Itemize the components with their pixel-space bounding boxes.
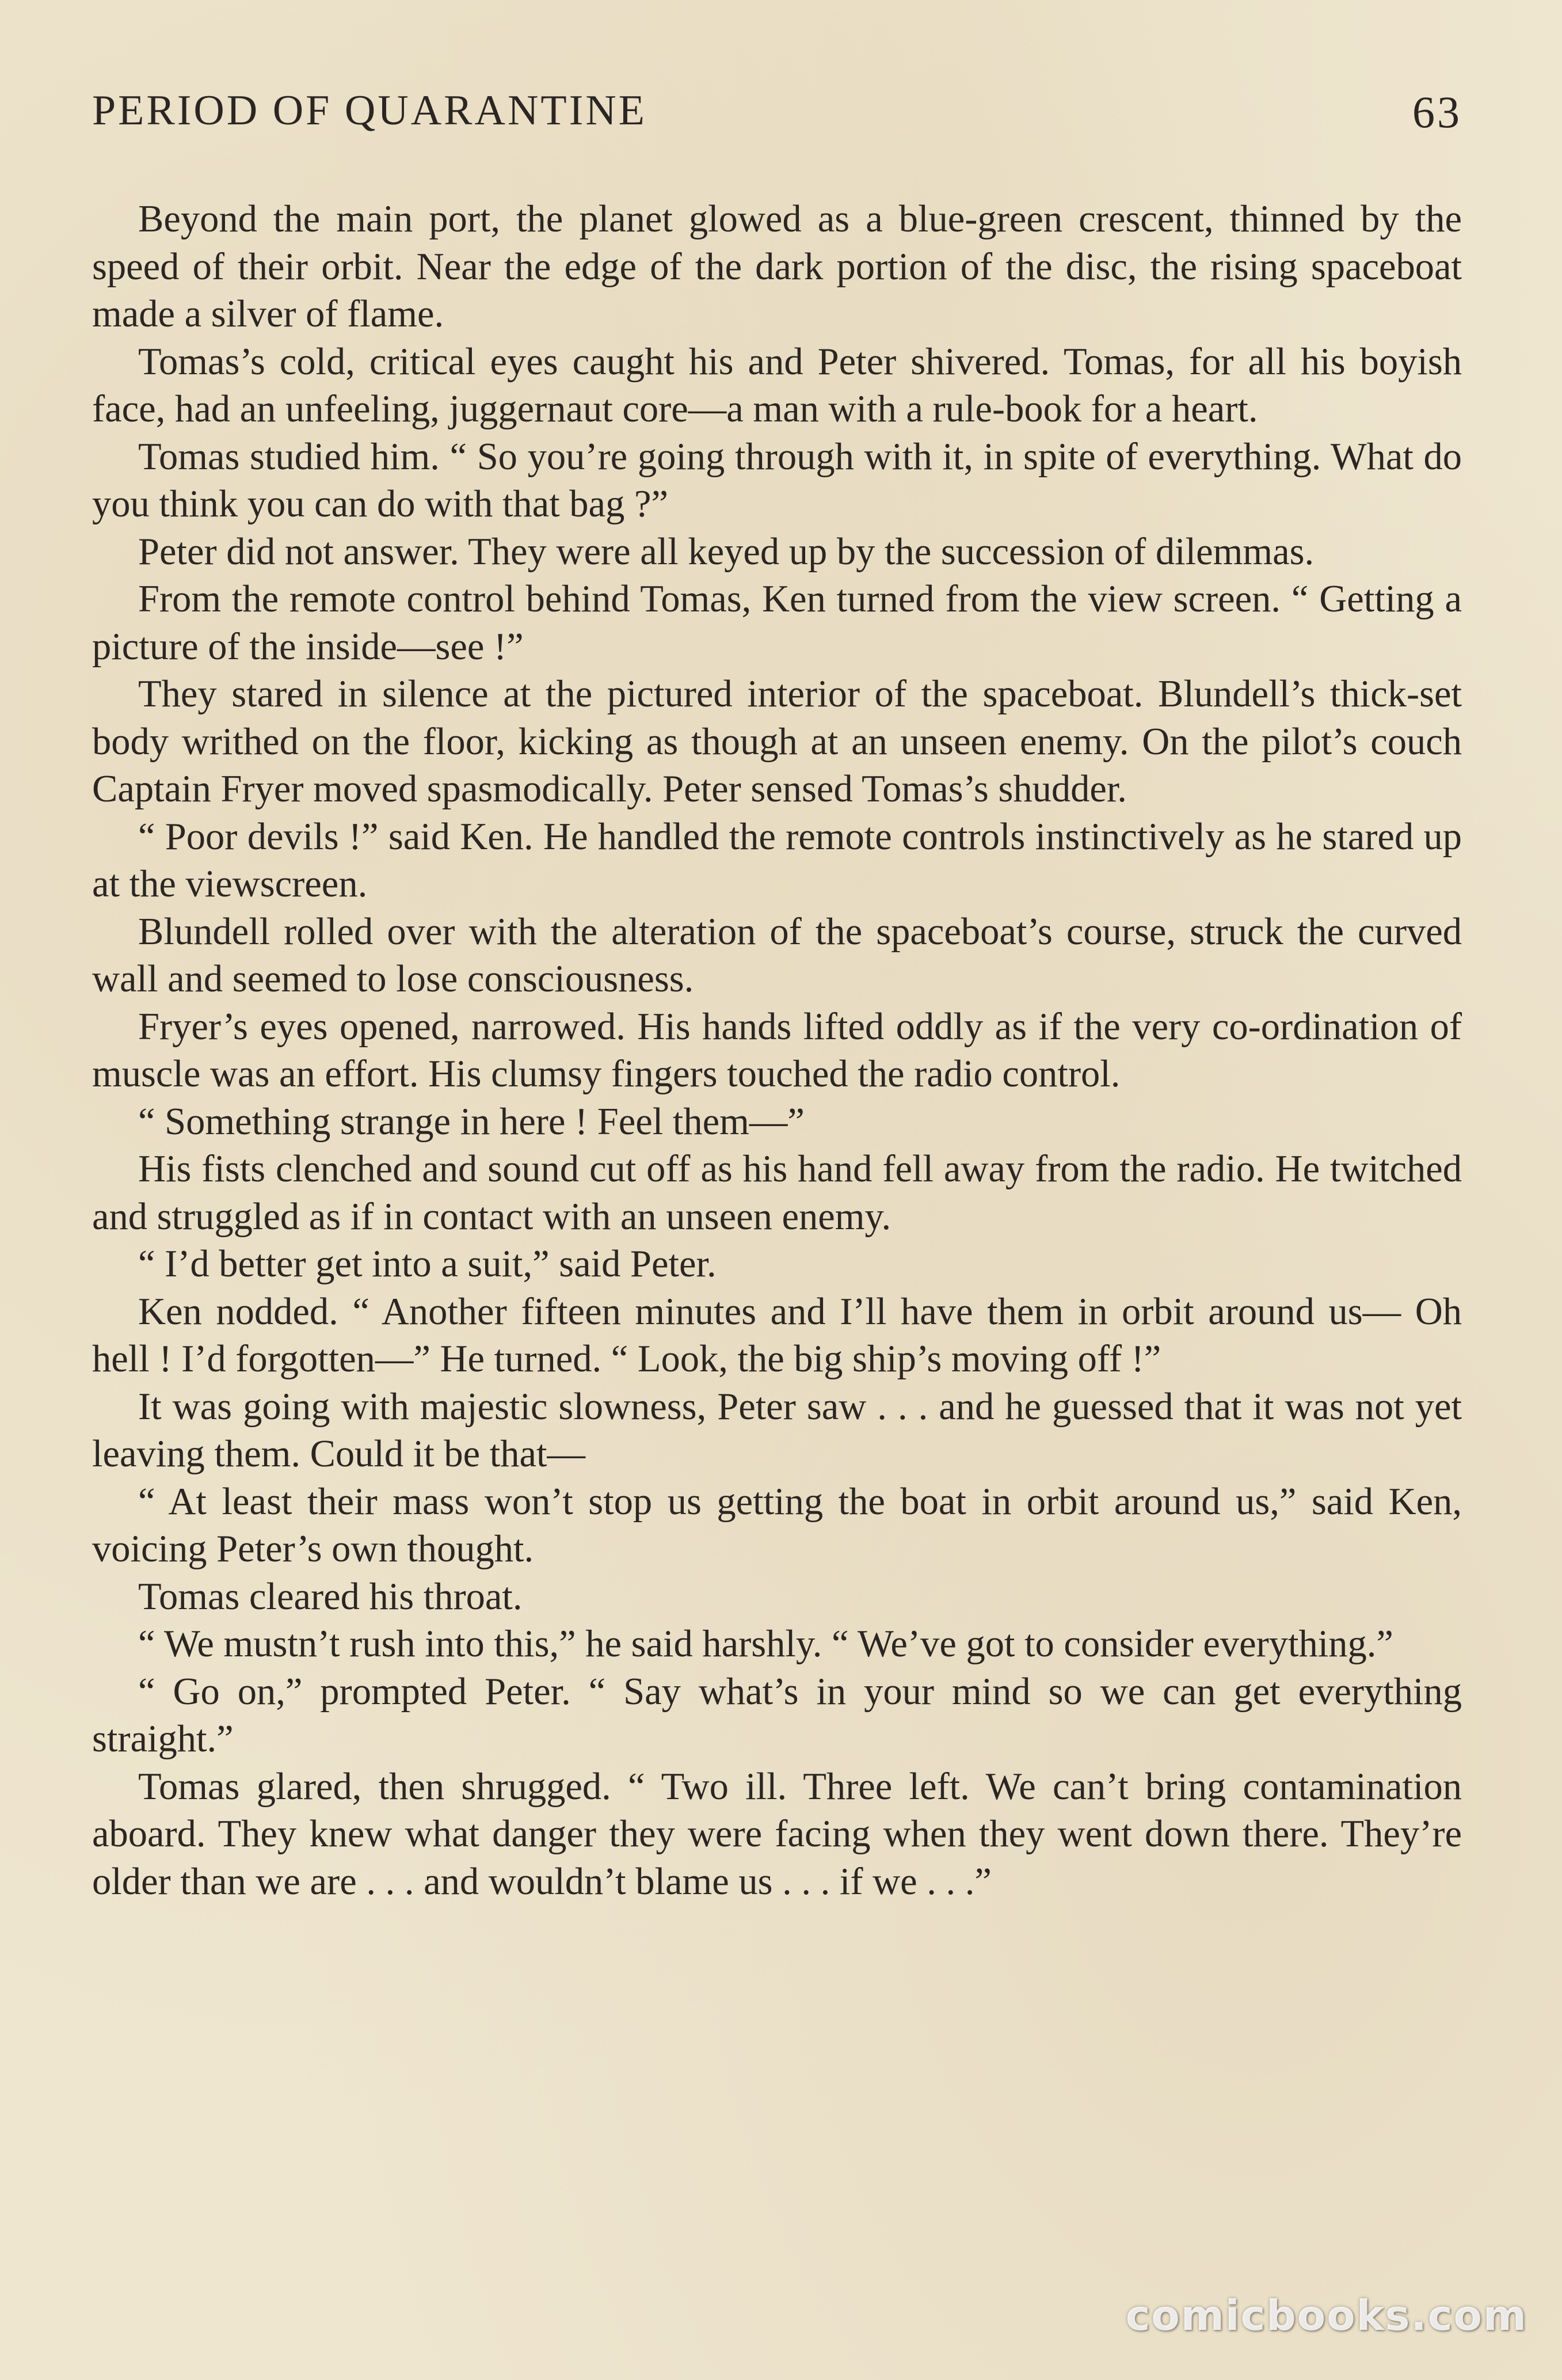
paragraph: Blundell rolled over with the alteration of the spaceboat’s course, struck the curved wall and seemed to lose consciousness. [92, 910, 1462, 1000]
watermark: comicbooks.com [1125, 2291, 1527, 2340]
paragraph: His fists clenched and sound cut off as his hand fell away from the radio. He twitched and struggled as if in contact with an unseen enemy. [92, 1148, 1462, 1238]
paragraph: Tomas’s cold, critical eyes caught his and Peter shivered. Tomas, for all his boyish face, had an unfeeling, juggernaut core—a man with a rule-book for a heart. [92, 340, 1462, 430]
paragraph: Peter did not answer. They were all keyed up by the succession of dilemmas. [138, 530, 1315, 573]
running-head [92, 86, 1462, 150]
paragraph: Ken nodded. “ Another fifteen minutes and I’ll have them in orbit around us— Oh hell ! I’d forgotten—” He turned. “ Look, the big ship’s moving off !” [92, 1290, 1462, 1380]
paragraph: It was going with majestic slowness, Peter saw . . . and he guessed that it was not yet leaving them. Could it be that— [92, 1385, 1462, 1475]
paragraph: “ Go on,” prompted Peter. “ Say what’s in your mind so we can get everything straight.” [92, 1670, 1462, 1760]
paragraph: Tomas cleared his throat. [138, 1575, 523, 1618]
running-title: PERIOD OF QUARANTINE [92, 87, 647, 134]
body-text [92, 196, 1462, 1906]
paragraph: Tomas glared, then shrugged. “ Two ill. Three left. We can’t bring contamination aboard. They knew what danger they were facing when they went down there. They’re older than we are . . . and wouldn’t blame us . . . if we . . .” [92, 1765, 1462, 1903]
paragraph: “ I’d better get into a suit,” said Peter. [138, 1243, 717, 1285]
paragraph: “ At least their mass won’t stop us getting the boat in orbit around us,” said Ken, voicing Peter’s own thought. [92, 1480, 1462, 1570]
paragraph: Beyond the main port, the planet glowed as a blue-green crescent, thinned by the speed of their orbit. Near the edge of the dark portion of the disc, the rising spaceboat made a silver of flame. [92, 198, 1462, 335]
paragraph: “ Something strange in here ! Feel them—” [138, 1100, 805, 1143]
paragraph: “ Poor devils !” said Ken. He handled the remote controls instinctively as he stared up at the viewscreen. [92, 815, 1462, 905]
page-number: 63 [1412, 87, 1462, 137]
paragraph: They stared in silence at the pictured interior of the spaceboat. Blundell’s thick-set body writhed on the floor, kicking as though at an unseen enemy. On the pilot’s couch Captain Fryer moved spasmodically. Peter sensed Tomas’s shudder. [92, 673, 1462, 810]
paragraph: “ We mustn’t rush into this,” he said harshly. “ We’ve got to consider everything.” [138, 1623, 1393, 1665]
paragraph: Tomas studied him. “ So you’re going through with it, in spite of everything. What do you think you can do with that bag ?” [92, 435, 1462, 525]
book-page [92, 86, 1462, 1906]
paragraph: Fryer’s eyes opened, narrowed. His hands lifted oddly as if the very co-ordination of muscle was an effort. His clumsy fingers touched the radio control. [92, 1005, 1462, 1095]
paragraph: From the remote control behind Tomas, Ken turned from the view screen. “ Getting a picture of the inside—see !” [92, 578, 1462, 668]
